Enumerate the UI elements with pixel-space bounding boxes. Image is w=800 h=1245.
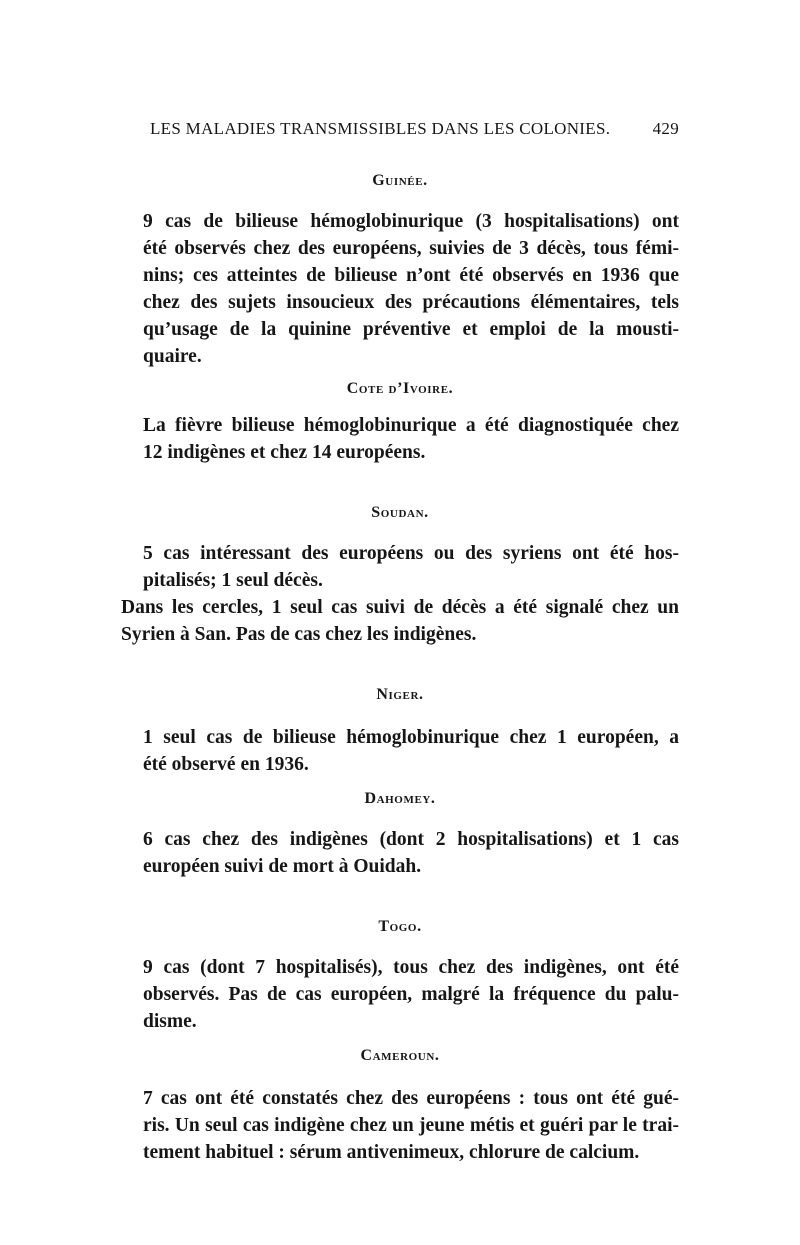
text-line: La fièvre bilieuse hémoglobinurique a été diagnostiquée chez	[143, 415, 679, 436]
paragraph-niger	[121, 724, 679, 778]
text-line: 5 cas intéressant des européens ou des syriens ont été hos-	[143, 543, 679, 564]
paragraph-soudan-1	[121, 540, 679, 594]
text-line: observés. Pas de cas européen, malgré la fréquence du palu-	[143, 984, 679, 1005]
text-line: 7 cas ont été constatés chez des européens : tous ont été gué-	[143, 1088, 679, 1109]
paragraph-guinee	[121, 208, 679, 370]
section-heading-dahomey: Dahomey.	[364, 790, 436, 807]
text-line: pitalisés; 1 seul décès.	[143, 570, 323, 591]
document-page	[121, 112, 679, 1166]
text-line: Dans les cercles, 1 seul cas suivi de décès a été signalé chez un	[121, 597, 679, 618]
paragraph-soudan-2	[121, 594, 679, 648]
text-line: été observé en 1936.	[143, 754, 309, 775]
paragraph-cote-ivoire	[121, 412, 679, 466]
text-line: tement habituel : sérum antivenimeux, chlorure de calcium.	[143, 1142, 640, 1163]
text-line: quaire.	[143, 346, 202, 367]
text-line: été observés chez des européens, suivies de 3 décès, tous fémi-	[143, 238, 679, 259]
section-heading-soudan: Soudan.	[371, 504, 429, 521]
text-line: qu’usage de la quinine préventive et emploi de la mousti-	[143, 319, 679, 340]
text-line: Syrien à San. Pas de cas chez les indigènes.	[121, 624, 477, 645]
page-number: 429	[652, 119, 679, 138]
running-title: LES MALADIES TRANSMISSIBLES DANS LES COLONIES.	[150, 119, 611, 138]
section-heading-cameroun: Cameroun.	[360, 1047, 440, 1064]
text-line: disme.	[143, 1011, 197, 1032]
paragraph-dahomey	[121, 826, 679, 880]
section-heading-cote-ivoire: Cote d’Ivoire.	[346, 380, 454, 397]
section-heading-togo: Togo.	[378, 918, 422, 935]
text-line: européen suivi de mort à Ouidah.	[143, 856, 422, 877]
section-heading-guinee: Guinée.	[372, 172, 428, 189]
paragraph-togo	[121, 954, 679, 1035]
text-line: ris. Un seul cas indigène chez un jeune métis et guéri par le trai-	[143, 1115, 679, 1136]
text-line: 6 cas chez des indigènes (dont 2 hospitalisations) et 1 cas	[143, 829, 679, 850]
text-line: 9 cas de bilieuse hémoglobinurique (3 hospitalisations) ont	[143, 211, 679, 232]
text-line: nins; ces atteintes de bilieuse n’ont été observés en 1936 que	[143, 265, 679, 286]
running-header	[121, 112, 679, 152]
section-heading-niger: Niger.	[376, 686, 424, 703]
text-line: 12 indigènes et chez 14 européens.	[143, 442, 426, 463]
text-line: 9 cas (dont 7 hospitalisés), tous chez des indigènes, ont été	[143, 957, 679, 978]
text-line: chez des sujets insoucieux des précautions élémentaires, tels	[143, 292, 679, 313]
text-line: 1 seul cas de bilieuse hémoglobinurique chez 1 européen, a	[143, 727, 679, 748]
paragraph-cameroun	[121, 1085, 679, 1166]
